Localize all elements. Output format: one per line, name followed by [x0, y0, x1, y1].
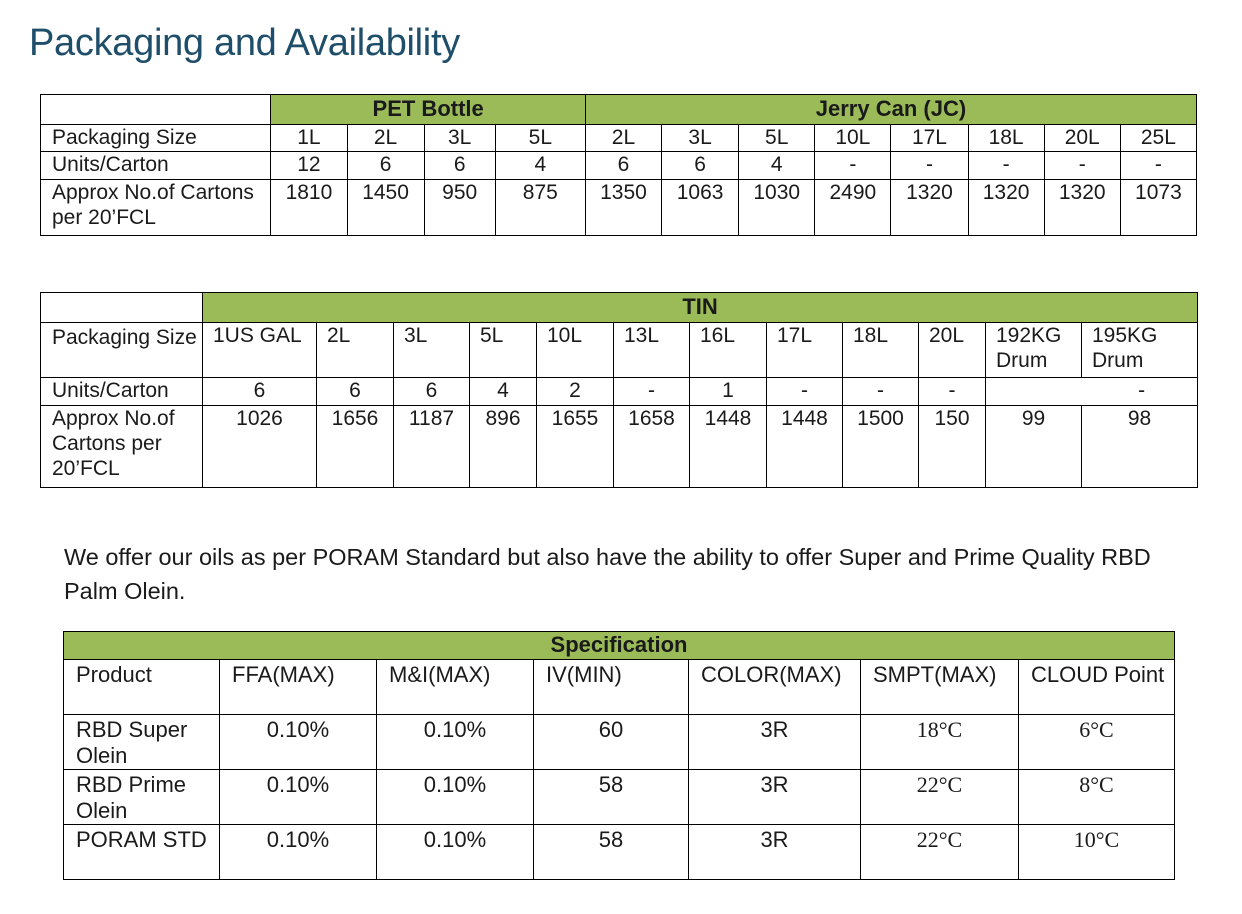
cartons-cell: 875 — [495, 180, 585, 236]
cartons-cell: 1320 — [891, 180, 968, 236]
units-cell: - — [815, 152, 891, 180]
size-cell: 18L — [968, 125, 1044, 152]
size-cell: 18L — [843, 323, 919, 378]
cartons-cell: 150 — [919, 406, 986, 488]
size-cell: 1L — [271, 125, 347, 152]
table-row — [64, 715, 1175, 770]
size-cell: 2L — [585, 125, 661, 152]
product-name: RBD Prime Olein — [64, 770, 220, 825]
row-label: Packaging Size — [41, 125, 271, 152]
iv-value: 58 — [534, 770, 689, 825]
size-cell: 5L — [470, 323, 537, 378]
size-cell: 3L — [424, 125, 495, 152]
cartons-cell: 950 — [424, 180, 495, 236]
size-cell: 17L — [767, 323, 843, 378]
cartons-cell: 1030 — [739, 180, 815, 236]
cartons-cell: 1500 — [843, 406, 919, 488]
units-cell: - — [968, 152, 1044, 180]
cartons-cell: 1448 — [767, 406, 843, 488]
table-row — [64, 825, 1175, 880]
cartons-cell: 1448 — [690, 406, 767, 488]
product-name: PORAM STD — [64, 825, 220, 880]
column-header: Product — [64, 660, 220, 715]
column-header: SMPT(MAX) — [861, 660, 1019, 715]
column-header: M&I(MAX) — [377, 660, 534, 715]
units-cell: 4 — [739, 152, 815, 180]
pet-jerry-can-table — [40, 94, 1197, 236]
size-cell: 192KG Drum — [986, 323, 1082, 378]
units-cell: - — [891, 152, 968, 180]
cloud-point-value: 6°C — [1019, 715, 1175, 770]
color-value: 3R — [689, 715, 861, 770]
cartons-cell: 896 — [470, 406, 537, 488]
cartons-cell: 1187 — [394, 406, 470, 488]
jerry-can-header: Jerry Can (JC) — [585, 95, 1196, 125]
cartons-cell: 98 — [1082, 406, 1198, 488]
column-header: FFA(MAX) — [220, 660, 377, 715]
row-label: Approx No.of Cartons per 20’FCL — [41, 406, 203, 488]
units-cell: 4 — [470, 378, 537, 406]
cartons-cell: 1658 — [614, 406, 690, 488]
column-header: COLOR(MAX) — [689, 660, 861, 715]
table-row — [41, 323, 1198, 378]
ffa-value: 0.10% — [220, 770, 377, 825]
size-cell: 20L — [1044, 125, 1120, 152]
size-cell: 10L — [815, 125, 891, 152]
size-cell: 13L — [614, 323, 690, 378]
smpt-value: 22°C — [861, 770, 1019, 825]
table-row — [64, 660, 1175, 715]
tin-table — [40, 292, 1198, 488]
iv-value: 58 — [534, 825, 689, 880]
units-cell: - — [1044, 152, 1120, 180]
cartons-cell: 1320 — [968, 180, 1044, 236]
table-row — [41, 152, 1197, 180]
intro-paragraph: We offer our oils as per PORAM Standard but also have the ability to offer Super and Prime Quality RBD Palm Olein. — [64, 544, 1151, 604]
column-header: CLOUD Point — [1019, 660, 1175, 715]
size-cell: 3L — [662, 125, 739, 152]
ffa-value: 0.10% — [220, 715, 377, 770]
units-cell: - — [767, 378, 843, 406]
cartons-cell: 1350 — [585, 180, 661, 236]
cartons-cell: 1320 — [1044, 180, 1120, 236]
cloud-point-value: 10°C — [1019, 825, 1175, 880]
cartons-cell: 1063 — [662, 180, 739, 236]
units-cell: - — [614, 378, 690, 406]
mi-value: 0.10% — [377, 770, 534, 825]
units-cell: - — [843, 378, 919, 406]
table-row — [41, 406, 1198, 488]
table-corner-cell — [41, 293, 203, 323]
units-cell: 6 — [203, 378, 317, 406]
pet-bottle-header: PET Bottle — [271, 95, 586, 125]
cartons-cell: 1073 — [1120, 180, 1196, 236]
mi-value: 0.10% — [377, 715, 534, 770]
row-label: Packaging Size — [41, 323, 203, 378]
units-cell: 6 — [317, 378, 394, 406]
smpt-value: 22°C — [861, 825, 1019, 880]
table-row — [64, 770, 1175, 825]
page-title: Packaging and Availability — [29, 22, 460, 64]
size-cell: 16L — [690, 323, 767, 378]
product-name: RBD Super Olein — [64, 715, 220, 770]
units-cell: 6 — [394, 378, 470, 406]
table-row — [41, 180, 1197, 236]
size-cell: 2L — [317, 323, 394, 378]
size-cell: 2L — [347, 125, 424, 152]
cartons-cell: 1026 — [203, 406, 317, 488]
table-row — [41, 378, 1198, 406]
units-cell: 1 — [690, 378, 767, 406]
units-cell: - — [986, 378, 1198, 406]
cartons-cell: 1450 — [347, 180, 424, 236]
size-cell: 5L — [495, 125, 585, 152]
row-label: Units/Carton — [41, 152, 271, 180]
units-cell: 6 — [424, 152, 495, 180]
row-label: Units/Carton — [41, 378, 203, 406]
specification-table — [63, 631, 1175, 880]
size-cell: 10L — [537, 323, 614, 378]
size-cell: 195KG Drum — [1082, 323, 1198, 378]
units-cell: - — [919, 378, 986, 406]
cartons-cell: 1810 — [271, 180, 347, 236]
color-value: 3R — [689, 825, 861, 880]
cartons-cell: 1656 — [317, 406, 394, 488]
cartons-cell: 99 — [986, 406, 1082, 488]
column-header: IV(MIN) — [534, 660, 689, 715]
units-cell: - — [1120, 152, 1196, 180]
size-cell: 3L — [394, 323, 470, 378]
size-cell: 20L — [919, 323, 986, 378]
size-cell: 17L — [891, 125, 968, 152]
specification-header: Specification — [64, 632, 1175, 660]
table-corner-cell — [41, 95, 271, 125]
mi-value: 0.10% — [377, 825, 534, 880]
cloud-point-value: 8°C — [1019, 770, 1175, 825]
units-cell: 6 — [585, 152, 661, 180]
smpt-value: 18°C — [861, 715, 1019, 770]
table-row — [41, 125, 1197, 152]
size-cell: 5L — [739, 125, 815, 152]
cartons-cell: 1655 — [537, 406, 614, 488]
color-value: 3R — [689, 770, 861, 825]
size-cell: 1US GAL — [203, 323, 317, 378]
units-cell: 6 — [662, 152, 739, 180]
units-cell: 12 — [271, 152, 347, 180]
iv-value: 60 — [534, 715, 689, 770]
units-cell: 6 — [347, 152, 424, 180]
tin-header: TIN — [203, 293, 1198, 323]
units-cell: 4 — [495, 152, 585, 180]
size-cell: 25L — [1120, 125, 1196, 152]
row-label: Approx No.of Cartons per 20’FCL — [41, 180, 271, 236]
units-cell: 2 — [537, 378, 614, 406]
cartons-cell: 2490 — [815, 180, 891, 236]
ffa-value: 0.10% — [220, 825, 377, 880]
